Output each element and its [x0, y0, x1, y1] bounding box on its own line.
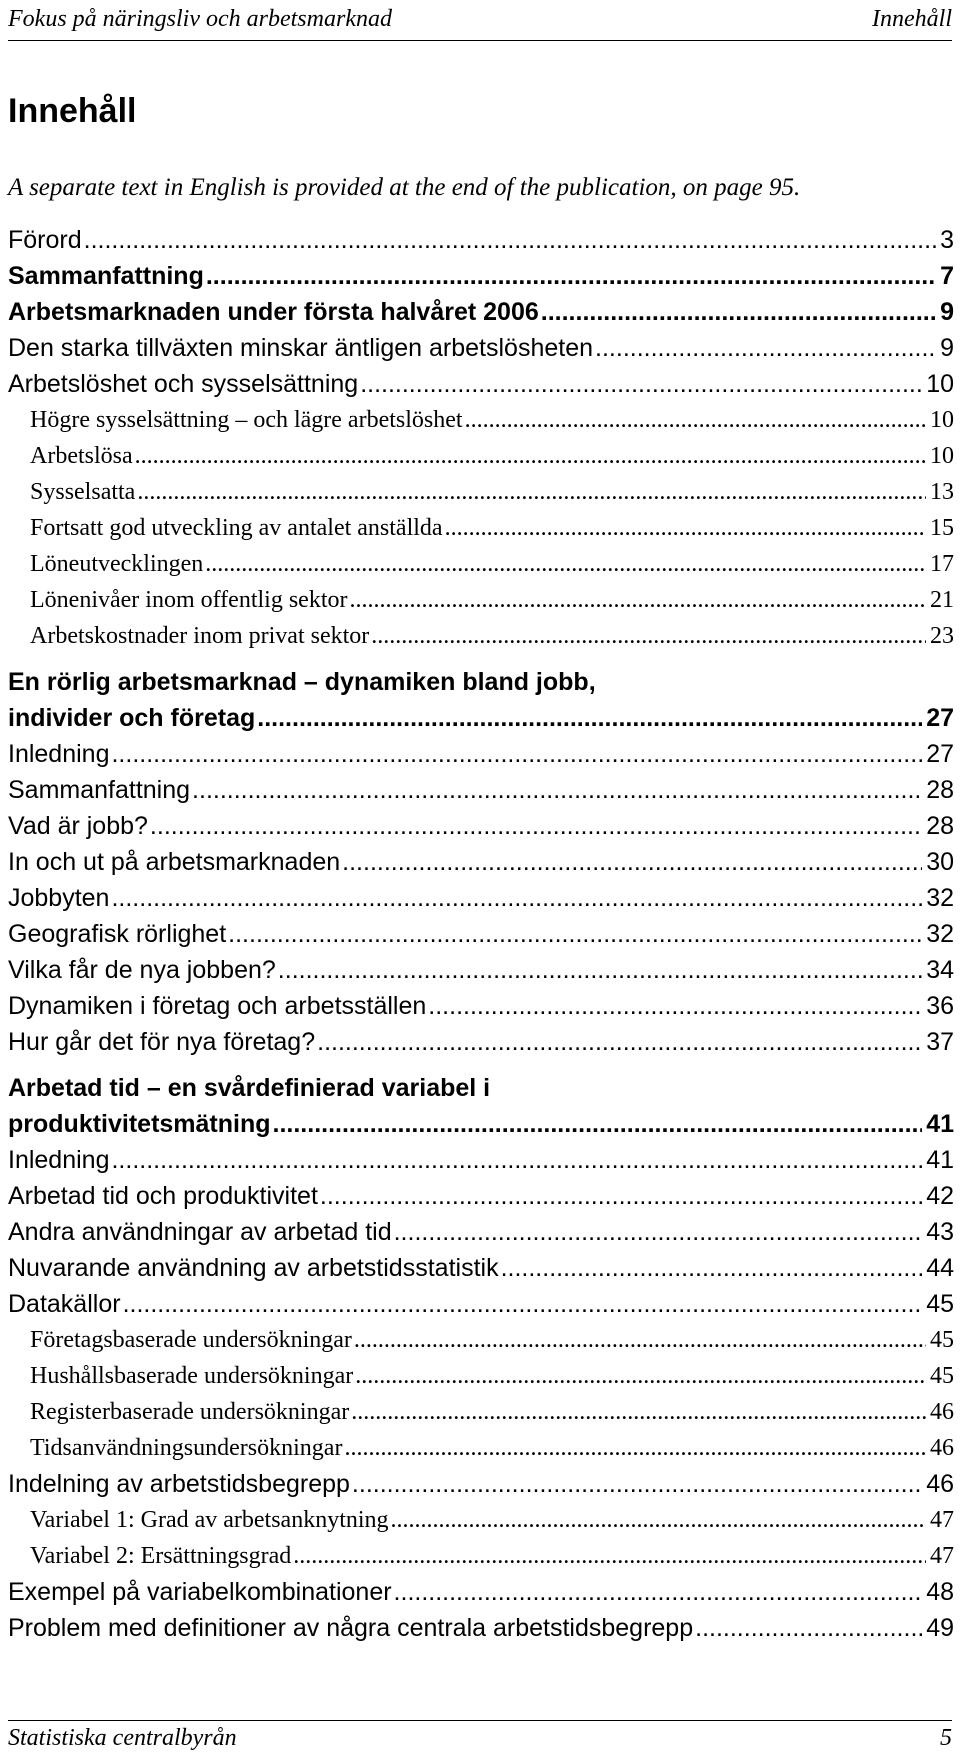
header-publication-title: Fokus på näringsliv och arbetsmarknad: [8, 5, 392, 32]
toc-entry[interactable]: Variabel 2: Ersättningsgrad ..... 47: [8, 1538, 954, 1574]
toc-entry[interactable]: Löneutvecklingen ..... 17: [8, 546, 954, 582]
toc-entry[interactable]: Hushållsbaserade undersökningar ..... 45: [8, 1358, 954, 1394]
english-text-note: A separate text in English is provided at the end of the publication, on page 95.: [8, 174, 801, 201]
page-number: 5: [940, 1724, 952, 1751]
toc-entry[interactable]: Företagsbaserade undersökningar ..... 45: [8, 1322, 954, 1358]
toc-entry[interactable]: Arbetad tid och produktivitet ..... 42: [8, 1178, 954, 1214]
footer-rule: [8, 1720, 952, 1721]
footer-publisher: Statistiska centralbyrån: [8, 1724, 237, 1751]
toc-entry[interactable]: Vilka får de nya jobben? ..... 34: [8, 952, 954, 988]
header-rule: [8, 40, 952, 41]
toc-entry[interactable]: Sammanfattning ..... 7: [8, 258, 954, 294]
toc-entry[interactable]: Variabel 1: Grad av arbetsanknytning ..... 47: [8, 1502, 954, 1538]
table-of-contents: [8, 222, 954, 1646]
toc-entry[interactable]: Inledning ..... 27: [8, 736, 954, 772]
running-header: [8, 4, 952, 34]
toc-entry[interactable]: Lönenivåer inom offentlig sektor ..... 21: [8, 582, 954, 618]
toc-entry-multiline[interactable]: En rörlig arbetsmarknad – dynamiken bland jobb, individer och företag ..... 27: [8, 664, 954, 736]
page-title: Innehåll: [8, 92, 137, 130]
toc-entry[interactable]: Sysselsatta ..... 13: [8, 474, 954, 510]
header-section-title: Innehåll: [872, 5, 952, 32]
toc-entry[interactable]: Andra användningar av arbetad tid ..... 43: [8, 1214, 954, 1250]
toc-entry[interactable]: Den starka tillväxten minskar äntligen arbetslösheten ..... 9: [8, 330, 954, 366]
toc-entry[interactable]: Datakällor ..... 45: [8, 1286, 954, 1322]
toc-entry[interactable]: Jobbyten ..... 32: [8, 880, 954, 916]
toc-entry-multiline[interactable]: Arbetad tid – en svårdefinierad variabel i produktivitetsmätning ..... 41: [8, 1070, 954, 1142]
toc-entry[interactable]: Dynamiken i företag och arbetsställen ..... 36: [8, 988, 954, 1024]
toc-entry[interactable]: Vad är jobb? ..... 28: [8, 808, 954, 844]
toc-entry[interactable]: Förord ..... 3: [8, 222, 954, 258]
toc-entry[interactable]: Registerbaserade undersökningar ..... 46: [8, 1394, 954, 1430]
toc-entry[interactable]: Fortsatt god utveckling av antalet anställda ..... 15: [8, 510, 954, 546]
toc-entry[interactable]: Tidsanvändningsundersökningar ..... 46: [8, 1430, 954, 1466]
toc-entry[interactable]: Exempel på variabelkombinationer ..... 48: [8, 1574, 954, 1610]
toc-entry[interactable]: In och ut på arbetsmarknaden ..... 30: [8, 844, 954, 880]
running-footer: [8, 1722, 952, 1754]
toc-entry[interactable]: Arbetsmarknaden under första halvåret 2006 ..... 9: [8, 294, 954, 330]
toc-entry[interactable]: Indelning av arbetstidsbegrepp ..... 46: [8, 1466, 954, 1502]
toc-entry[interactable]: Sammanfattning ..... 28: [8, 772, 954, 808]
toc-entry[interactable]: Nuvarande användning av arbetstidsstatistik ..... 44: [8, 1250, 954, 1286]
toc-entry[interactable]: Inledning ..... 41: [8, 1142, 954, 1178]
toc-entry[interactable]: Arbetslösa ..... 10: [8, 438, 954, 474]
toc-entry[interactable]: Arbetslöshet och sysselsättning ..... 10: [8, 366, 954, 402]
toc-entry[interactable]: Geografisk rörlighet ..... 32: [8, 916, 954, 952]
toc-entry[interactable]: Arbetskostnader inom privat sektor ..... 23: [8, 618, 954, 654]
toc-entry[interactable]: Hur går det för nya företag? ..... 37: [8, 1024, 954, 1060]
toc-entry[interactable]: Högre sysselsättning – och lägre arbetslöshet ..... 10: [8, 402, 954, 438]
toc-entry[interactable]: Problem med definitioner av några centrala arbetstidsbegrepp ..... 49: [8, 1610, 954, 1646]
